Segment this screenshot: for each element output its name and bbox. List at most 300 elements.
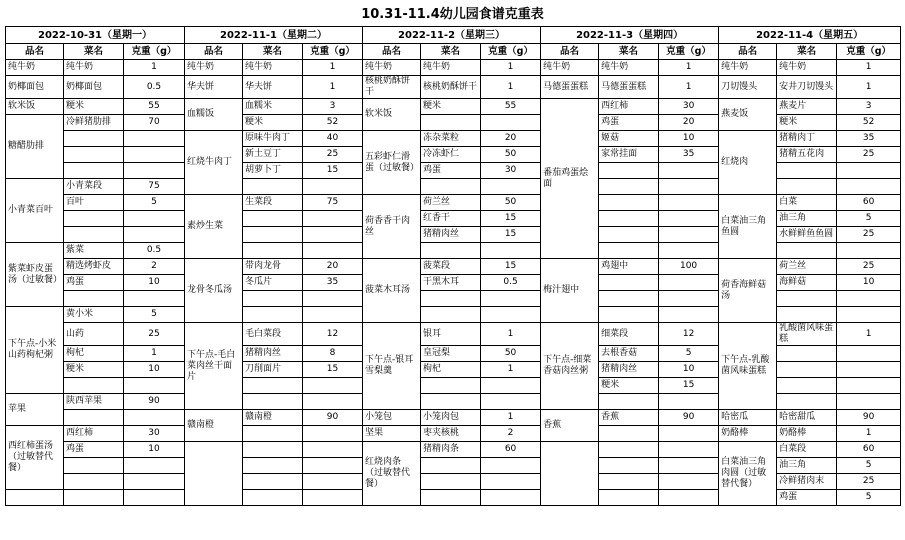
dish-cell: 冷鲜猪肉末 xyxy=(777,474,837,490)
grams-cell: 15 xyxy=(303,163,363,179)
grams-cell: 1 xyxy=(659,76,719,99)
dish-cell: 家常挂面 xyxy=(599,147,659,163)
item-name-cell: 糖醋肋排 xyxy=(6,115,64,179)
dish-cell: 菠菜段 xyxy=(421,259,481,275)
grams-cell: 55 xyxy=(481,99,541,115)
dish-cell xyxy=(64,378,124,394)
dish-cell xyxy=(421,474,481,490)
dish-cell: 猪精肉条 xyxy=(421,442,481,458)
dish-cell: 油三角 xyxy=(777,211,837,227)
grams-cell xyxy=(659,163,719,179)
grams-cell: 20 xyxy=(659,115,719,131)
grams-cell: 100 xyxy=(659,259,719,275)
grams-cell xyxy=(659,426,719,442)
item-name-cell xyxy=(185,442,243,506)
dish-cell xyxy=(64,458,124,474)
grams-cell xyxy=(303,211,363,227)
grams-cell: 25 xyxy=(837,227,901,243)
grams-cell: 5 xyxy=(837,211,901,227)
grams-cell: 90 xyxy=(837,410,901,426)
item-name-cell: 燕麦饭 xyxy=(719,99,777,131)
dish-cell: 荷兰丝 xyxy=(421,195,481,211)
dish-cell: 猪精五花肉 xyxy=(777,147,837,163)
dish-cell xyxy=(64,131,124,147)
dish-cell: 鸡蛋 xyxy=(777,490,837,506)
grams-cell xyxy=(659,442,719,458)
grams-cell: 1 xyxy=(481,362,541,378)
item-name-cell: 纯牛奶 xyxy=(185,60,243,76)
col-header-item: 品名 xyxy=(541,44,599,60)
col-header-grams: 克重（g） xyxy=(303,44,363,60)
grams-cell: 15 xyxy=(481,259,541,275)
grams-cell: 40 xyxy=(303,131,363,147)
grams-cell xyxy=(481,474,541,490)
grams-cell xyxy=(303,474,363,490)
dish-cell: 粳米 xyxy=(777,115,837,131)
grams-cell xyxy=(124,227,185,243)
grams-cell: 15 xyxy=(481,211,541,227)
item-name-cell: 血糯饭 xyxy=(185,99,243,131)
grams-cell: 90 xyxy=(659,410,719,426)
grams-cell: 5 xyxy=(659,346,719,362)
dish-cell xyxy=(777,362,837,378)
dish-cell xyxy=(243,378,303,394)
grams-cell: 30 xyxy=(124,426,185,442)
dish-cell: 毛白菜段 xyxy=(243,323,303,346)
grams-cell: 25 xyxy=(303,147,363,163)
grams-cell xyxy=(837,163,901,179)
item-name-cell: 下午点-乳酸菌风味蛋糕 xyxy=(719,323,777,410)
grams-cell: 15 xyxy=(303,362,363,378)
dish-cell: 精选烤虾皮 xyxy=(64,259,124,275)
dish-cell xyxy=(421,307,481,323)
dish-cell xyxy=(243,179,303,195)
dish-cell: 黄小米 xyxy=(64,307,124,323)
grams-cell xyxy=(837,394,901,410)
grams-cell xyxy=(124,211,185,227)
grams-cell: 12 xyxy=(303,323,363,346)
dish-cell: 陕西苹果 xyxy=(64,394,124,410)
item-name-cell: 下午点-细菜香菇肉丝粥 xyxy=(541,323,599,410)
dish-cell: 燕麦片 xyxy=(777,99,837,115)
dish-cell: 水鲜鲜鱼鱼圆 xyxy=(777,227,837,243)
dish-cell xyxy=(777,291,837,307)
dish-cell xyxy=(243,243,303,259)
dish-cell xyxy=(243,291,303,307)
item-name-cell: 奶椰面包 xyxy=(6,76,64,99)
grams-cell xyxy=(481,490,541,506)
grams-cell xyxy=(659,243,719,259)
dish-cell: 红香干 xyxy=(421,211,481,227)
dish-cell xyxy=(421,490,481,506)
grams-cell xyxy=(659,474,719,490)
grams-cell: 1 xyxy=(303,76,363,99)
dish-cell xyxy=(777,346,837,362)
dish-cell: 新土豆丁 xyxy=(243,147,303,163)
grams-cell xyxy=(659,394,719,410)
dish-cell xyxy=(64,410,124,426)
grams-cell xyxy=(837,291,901,307)
item-name-cell: 白菜油三角鱼圆 xyxy=(719,195,777,259)
col-header-item: 品名 xyxy=(6,44,64,60)
menu-table xyxy=(5,26,901,506)
grams-cell xyxy=(481,394,541,410)
dish-cell xyxy=(599,458,659,474)
grams-cell: 15 xyxy=(659,378,719,394)
item-name-cell: 软米饭 xyxy=(363,99,421,131)
dish-cell xyxy=(421,179,481,195)
dish-cell: 粳米 xyxy=(64,99,124,115)
grams-cell: 50 xyxy=(481,195,541,211)
dish-cell: 核桃奶酥饼干 xyxy=(421,76,481,99)
dish-cell: 纯牛奶 xyxy=(243,60,303,76)
item-name-cell: 软米饭 xyxy=(6,99,64,115)
grams-cell xyxy=(303,394,363,410)
grams-cell: 0.5 xyxy=(481,275,541,291)
dish-cell xyxy=(421,458,481,474)
dish-cell: 奶酪棒 xyxy=(777,426,837,442)
grams-cell: 25 xyxy=(837,147,901,163)
grams-cell xyxy=(303,442,363,458)
grams-cell: 5 xyxy=(124,195,185,211)
dish-cell xyxy=(599,474,659,490)
dish-cell xyxy=(599,211,659,227)
day-date-header: 2022-11-4（星期五） xyxy=(719,27,901,44)
grams-cell: 70 xyxy=(124,115,185,131)
dish-cell xyxy=(64,490,124,506)
grams-cell: 2 xyxy=(481,426,541,442)
grams-cell xyxy=(303,378,363,394)
dish-cell xyxy=(599,426,659,442)
grams-cell xyxy=(659,490,719,506)
grams-cell: 52 xyxy=(303,115,363,131)
dish-cell: 姬菇 xyxy=(599,131,659,147)
dish-cell: 荷兰丝 xyxy=(777,259,837,275)
dish-cell xyxy=(599,490,659,506)
grams-cell xyxy=(303,227,363,243)
dish-cell: 枸杞 xyxy=(421,362,481,378)
grams-cell xyxy=(481,458,541,474)
grams-cell xyxy=(837,307,901,323)
grams-cell: 55 xyxy=(124,99,185,115)
dish-cell xyxy=(777,378,837,394)
grams-cell xyxy=(659,291,719,307)
grams-cell: 2 xyxy=(124,259,185,275)
grams-cell xyxy=(124,131,185,147)
dish-cell: 海鲜菇 xyxy=(777,275,837,291)
grams-cell xyxy=(659,275,719,291)
item-name-cell: 下午点-银耳雪梨羹 xyxy=(363,323,421,410)
item-name-cell: 番茄鸡蛋烩面 xyxy=(541,99,599,259)
dish-cell: 去根香菇 xyxy=(599,346,659,362)
dish-cell: 白菜 xyxy=(777,195,837,211)
grams-cell: 10 xyxy=(124,362,185,378)
item-name-cell: 香蕉 xyxy=(541,410,599,442)
day-date-header: 2022-11-2（星期三） xyxy=(363,27,541,44)
grams-cell: 1 xyxy=(481,60,541,76)
grams-cell xyxy=(659,195,719,211)
grams-cell xyxy=(303,458,363,474)
grams-cell xyxy=(303,179,363,195)
grams-cell: 3 xyxy=(303,99,363,115)
item-name-cell: 下午点-小米山药枸杞粥 xyxy=(6,307,64,394)
grams-cell: 1 xyxy=(303,60,363,76)
dish-cell xyxy=(243,227,303,243)
grams-cell: 60 xyxy=(837,442,901,458)
grams-cell: 0.5 xyxy=(124,243,185,259)
grams-cell xyxy=(124,378,185,394)
item-name-cell: 赣南橙 xyxy=(185,410,243,442)
dish-cell xyxy=(64,163,124,179)
dish-cell: 粳米 xyxy=(599,378,659,394)
item-name-cell xyxy=(6,490,64,506)
grams-cell: 10 xyxy=(837,275,901,291)
grams-cell xyxy=(481,378,541,394)
dish-cell xyxy=(64,147,124,163)
grams-cell xyxy=(481,243,541,259)
dish-cell: 安井刀切馒头 xyxy=(777,76,837,99)
item-name-cell: 纯牛奶 xyxy=(363,60,421,76)
grams-cell: 10 xyxy=(124,442,185,458)
grams-cell xyxy=(837,179,901,195)
item-name-cell: 白菜油三角肉圆（过敏替代餐） xyxy=(719,442,777,506)
dish-cell: 油三角 xyxy=(777,458,837,474)
dish-cell: 原味牛肉丁 xyxy=(243,131,303,147)
dish-cell: 纯牛奶 xyxy=(64,60,124,76)
dish-cell xyxy=(421,291,481,307)
grams-cell xyxy=(837,346,901,362)
dish-cell: 百叶 xyxy=(64,195,124,211)
col-header-item: 品名 xyxy=(363,44,421,60)
item-name-cell: 坚果 xyxy=(363,426,421,442)
grams-cell xyxy=(837,243,901,259)
dish-cell: 生菜段 xyxy=(243,195,303,211)
page-title: 10.31-11.4幼儿园食谱克重表 xyxy=(361,7,544,22)
dish-cell: 紫菜 xyxy=(64,243,124,259)
grams-cell xyxy=(481,115,541,131)
dish-cell: 冬瓜片 xyxy=(243,275,303,291)
dish-cell xyxy=(243,442,303,458)
item-name-cell: 红烧牛肉丁 xyxy=(185,131,243,195)
dish-cell: 枣夹核桃 xyxy=(421,426,481,442)
dish-cell xyxy=(599,307,659,323)
item-name-cell: 哈密瓜 xyxy=(719,410,777,426)
item-name-cell: 纯牛奶 xyxy=(541,60,599,76)
dish-cell: 白菜段 xyxy=(777,442,837,458)
grams-cell: 5 xyxy=(837,490,901,506)
grams-cell: 20 xyxy=(481,131,541,147)
grams-cell: 1 xyxy=(124,60,185,76)
grams-cell: 12 xyxy=(659,323,719,346)
dish-cell: 粳米 xyxy=(243,115,303,131)
col-header-dish: 菜名 xyxy=(777,44,837,60)
dish-cell: 鸡蛋 xyxy=(64,442,124,458)
grams-cell xyxy=(124,458,185,474)
dish-cell xyxy=(243,307,303,323)
dish-cell xyxy=(599,227,659,243)
dish-cell xyxy=(243,458,303,474)
grams-cell: 90 xyxy=(124,394,185,410)
grams-cell: 1 xyxy=(837,76,901,99)
dish-cell: 小笼肉包 xyxy=(421,410,481,426)
col-header-dish: 菜名 xyxy=(599,44,659,60)
item-name-cell: 下午点-毛白菜肉丝干面片 xyxy=(185,323,243,410)
dish-cell: 鸡蛋 xyxy=(599,115,659,131)
dish-cell xyxy=(777,163,837,179)
grams-cell xyxy=(659,307,719,323)
dish-cell xyxy=(64,227,124,243)
dish-cell: 乳酸菌风味蛋糕 xyxy=(777,323,837,346)
dish-cell: 马德蛋蛋糕 xyxy=(599,76,659,99)
item-name-cell: 核桃奶酥饼干 xyxy=(363,76,421,99)
dish-cell: 奶椰面包 xyxy=(64,76,124,99)
grams-cell xyxy=(659,227,719,243)
dish-cell: 哈密甜瓜 xyxy=(777,410,837,426)
grams-cell: 15 xyxy=(481,227,541,243)
item-name-cell: 刀切馒头 xyxy=(719,76,777,99)
item-name-cell: 素炒生菜 xyxy=(185,195,243,259)
item-name-cell: 华夫饼 xyxy=(185,76,243,99)
dish-cell xyxy=(777,307,837,323)
dish-cell: 纯牛奶 xyxy=(777,60,837,76)
dish-cell: 鸡翅中 xyxy=(599,259,659,275)
grams-cell: 50 xyxy=(481,346,541,362)
item-name-cell: 梅汁翅中 xyxy=(541,259,599,323)
grams-cell: 50 xyxy=(481,147,541,163)
grams-cell xyxy=(124,474,185,490)
dish-cell: 粳米 xyxy=(64,362,124,378)
item-name-cell: 纯牛奶 xyxy=(719,60,777,76)
grams-cell: 20 xyxy=(303,259,363,275)
dish-cell xyxy=(64,474,124,490)
grams-cell: 25 xyxy=(124,323,185,346)
dish-cell xyxy=(777,394,837,410)
grams-cell: 1 xyxy=(481,323,541,346)
grams-cell: 1 xyxy=(481,76,541,99)
grams-cell: 25 xyxy=(837,474,901,490)
dish-cell xyxy=(64,211,124,227)
col-header-grams: 克重（g） xyxy=(481,44,541,60)
grams-cell: 35 xyxy=(837,131,901,147)
dish-cell: 银耳 xyxy=(421,323,481,346)
dish-cell: 胡萝卜丁 xyxy=(243,163,303,179)
grams-cell xyxy=(303,243,363,259)
grams-cell: 25 xyxy=(837,259,901,275)
grams-cell: 5 xyxy=(124,307,185,323)
grams-cell xyxy=(303,291,363,307)
grams-cell: 75 xyxy=(303,195,363,211)
dish-cell: 冷鲜猪肋排 xyxy=(64,115,124,131)
item-name-cell: 纯牛奶 xyxy=(6,60,64,76)
dish-cell xyxy=(599,275,659,291)
item-name-cell: 菠菜木耳汤 xyxy=(363,259,421,323)
dish-cell: 西红柿 xyxy=(64,426,124,442)
dish-cell: 猪精肉丝 xyxy=(421,227,481,243)
dish-cell xyxy=(599,243,659,259)
grams-cell: 10 xyxy=(124,275,185,291)
dish-cell: 纯牛奶 xyxy=(421,60,481,76)
dish-cell xyxy=(777,179,837,195)
dish-cell xyxy=(599,163,659,179)
grams-cell xyxy=(659,179,719,195)
col-header-item: 品名 xyxy=(185,44,243,60)
grams-cell xyxy=(303,426,363,442)
dish-cell xyxy=(243,211,303,227)
dish-cell: 粳米 xyxy=(421,99,481,115)
item-name-cell: 西红柿蛋汤（过敏替代餐） xyxy=(6,426,64,490)
grams-cell: 3 xyxy=(837,99,901,115)
grams-cell xyxy=(124,410,185,426)
dish-cell xyxy=(421,243,481,259)
dish-cell: 血糯米 xyxy=(243,99,303,115)
grams-cell: 8 xyxy=(303,346,363,362)
item-name-cell: 小笼包 xyxy=(363,410,421,426)
item-name-cell: 苹果 xyxy=(6,394,64,426)
grams-cell xyxy=(124,490,185,506)
grams-cell xyxy=(481,307,541,323)
grams-cell xyxy=(481,179,541,195)
dish-cell: 赣南橙 xyxy=(243,410,303,426)
grams-cell: 1 xyxy=(124,346,185,362)
day-date-header: 2022-10-31（星期一） xyxy=(6,27,185,44)
dish-cell: 细菜段 xyxy=(599,323,659,346)
item-name-cell xyxy=(541,442,599,506)
item-name-cell: 红烧肉条（过敏替代餐） xyxy=(363,442,421,506)
col-header-item: 品名 xyxy=(719,44,777,60)
grams-cell xyxy=(303,307,363,323)
dish-cell xyxy=(599,442,659,458)
dish-cell: 带肉龙骨 xyxy=(243,259,303,275)
grams-cell: 1 xyxy=(481,410,541,426)
col-header-dish: 菜名 xyxy=(421,44,481,60)
grams-cell: 10 xyxy=(659,131,719,147)
dish-cell xyxy=(243,394,303,410)
dish-cell: 华夫饼 xyxy=(243,76,303,99)
grams-cell: 52 xyxy=(837,115,901,131)
dish-cell xyxy=(599,179,659,195)
dish-cell: 冷冻虾仁 xyxy=(421,147,481,163)
grams-cell: 1 xyxy=(837,323,901,346)
dish-cell: 鸡蛋 xyxy=(421,163,481,179)
dish-cell: 小青菜段 xyxy=(64,179,124,195)
grams-cell: 35 xyxy=(303,275,363,291)
dish-cell: 皇冠梨 xyxy=(421,346,481,362)
item-name-cell: 小青菜百叶 xyxy=(6,179,64,243)
dish-cell: 鸡蛋 xyxy=(64,275,124,291)
grams-cell: 75 xyxy=(124,179,185,195)
item-name-cell: 红烧肉 xyxy=(719,131,777,195)
item-name-cell: 五彩虾仁滑蛋（过敏餐） xyxy=(363,131,421,195)
dish-cell xyxy=(421,394,481,410)
col-header-grams: 克重（g） xyxy=(659,44,719,60)
item-name-cell: 马德蛋蛋糕 xyxy=(541,76,599,99)
dish-cell: 香蕉 xyxy=(599,410,659,426)
item-name-cell: 龙骨冬瓜汤 xyxy=(185,259,243,323)
grams-cell: 10 xyxy=(659,362,719,378)
dish-cell: 刀削面片 xyxy=(243,362,303,378)
dish-cell: 猪精肉丁 xyxy=(777,131,837,147)
grams-cell xyxy=(303,490,363,506)
dish-cell: 山药 xyxy=(64,323,124,346)
grams-cell: 90 xyxy=(303,410,363,426)
day-date-header: 2022-11-1（星期二） xyxy=(185,27,363,44)
grams-cell: 30 xyxy=(659,99,719,115)
dish-cell: 干黑木耳 xyxy=(421,275,481,291)
dish-cell xyxy=(243,474,303,490)
col-header-grams: 克重（g） xyxy=(124,44,185,60)
grams-cell xyxy=(837,362,901,378)
dish-cell xyxy=(777,243,837,259)
